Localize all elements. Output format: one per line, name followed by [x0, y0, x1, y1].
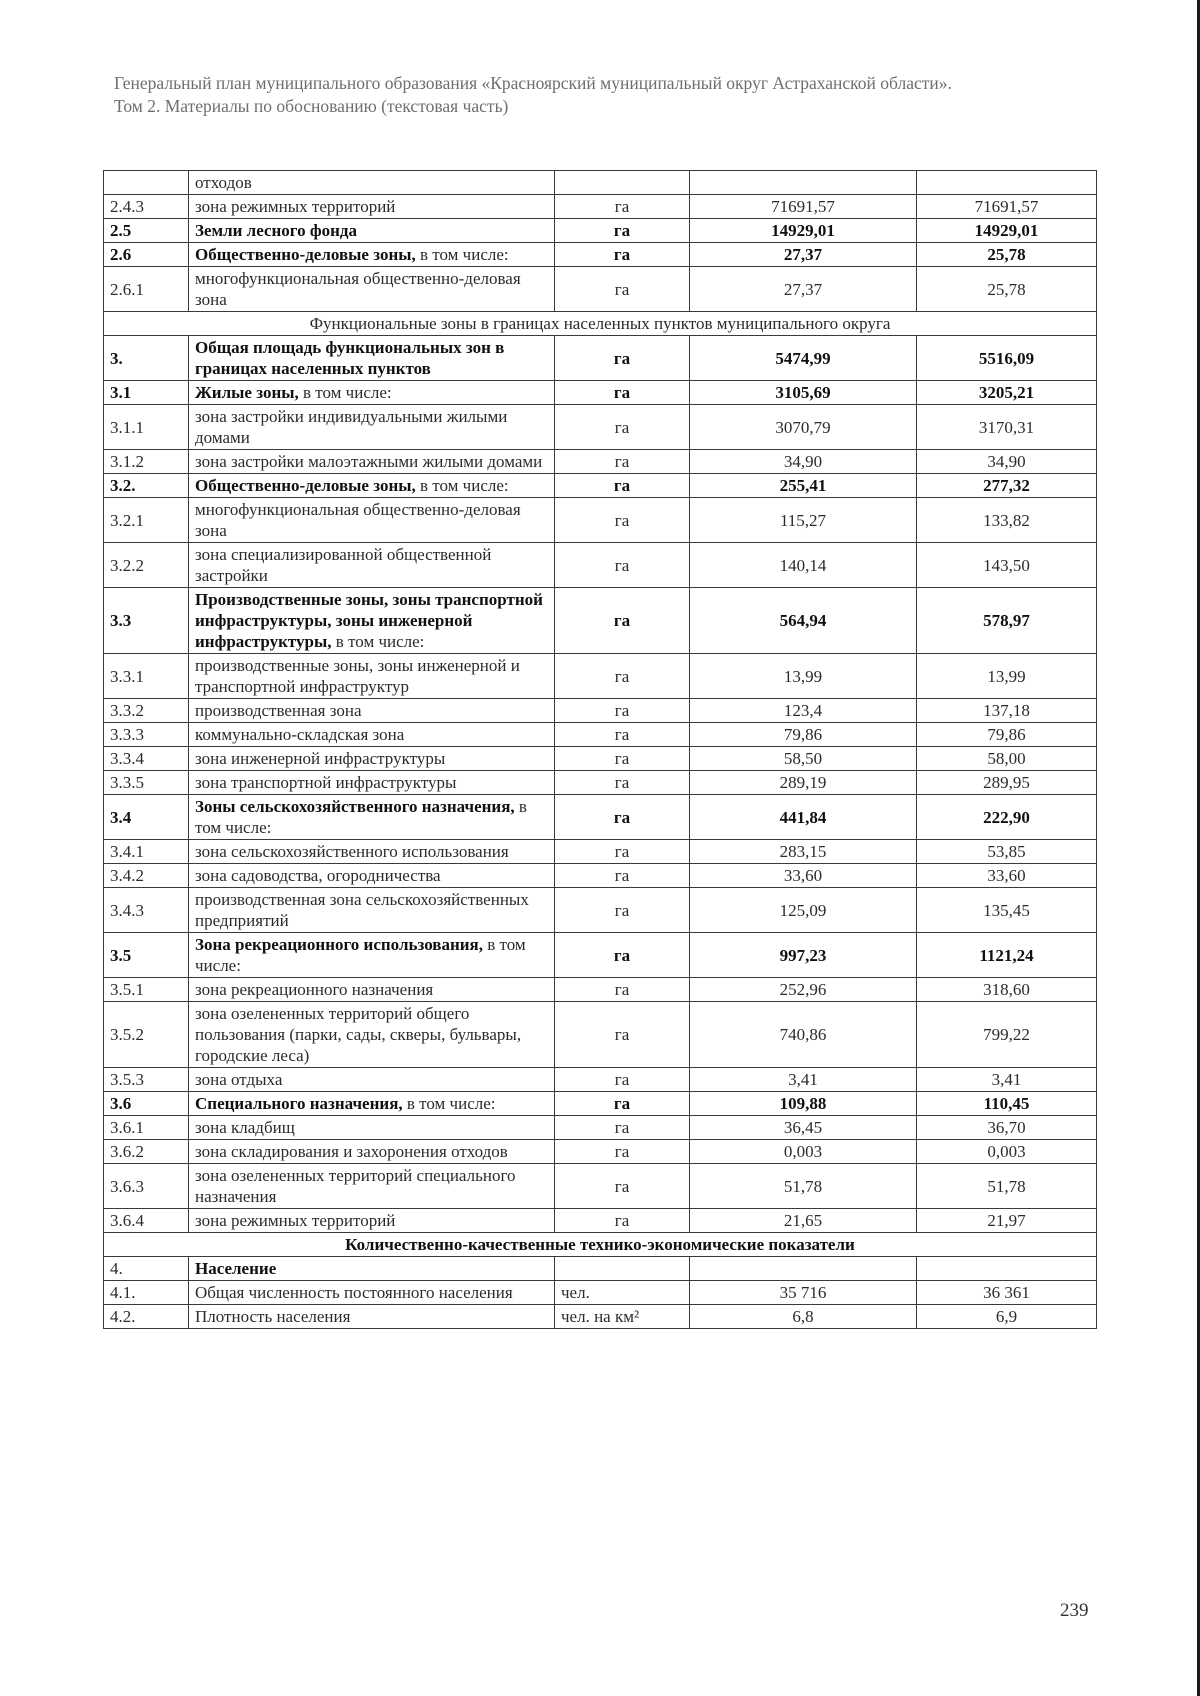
section-title: Функциональные зоны в границах населенных пунктов муниципального округа — [104, 312, 1097, 336]
cell-value-planned: 5516,09 — [917, 336, 1097, 381]
cell-value-current: 115,27 — [690, 498, 917, 543]
cell-name — [189, 771, 555, 795]
table-section-row — [104, 312, 1097, 336]
cell-code: 3.6.3 — [104, 1164, 189, 1209]
table-row — [104, 588, 1097, 654]
cell-code: 3.3.2 — [104, 699, 189, 723]
table-row — [104, 1257, 1097, 1281]
cell-name — [189, 588, 555, 654]
cell-value-current: 27,37 — [690, 243, 917, 267]
cell-name — [189, 1209, 555, 1233]
cell-name — [189, 699, 555, 723]
name-regular-part: в том числе: — [415, 245, 509, 264]
cell-value-planned: 21,97 — [917, 1209, 1097, 1233]
name-regular-part: зона садоводства, огородничества — [195, 866, 441, 885]
name-bold-part: Специального назначения, — [195, 1094, 403, 1113]
header-line-1: Генеральный план муниципального образования «Красноярский муниципальный округ Астраханской области». — [114, 73, 952, 93]
cell-unit: га — [555, 1092, 690, 1116]
cell-value-planned: 133,82 — [917, 498, 1097, 543]
cell-value-planned: 3170,31 — [917, 405, 1097, 450]
cell-value-planned: 3,41 — [917, 1068, 1097, 1092]
name-regular-part: в том числе: — [195, 935, 526, 975]
name-regular-part: в том числе: — [402, 1094, 496, 1113]
cell-unit: га — [555, 588, 690, 654]
name-regular-part: многофункциональная общественно-деловая зона — [195, 269, 521, 309]
cell-code: 3.1.1 — [104, 405, 189, 450]
cell-value-planned: 3205,21 — [917, 381, 1097, 405]
name-regular-part: Общая численность постоянного населения — [195, 1283, 513, 1302]
name-regular-part: зона инженерной инфраструктуры — [195, 749, 446, 768]
cell-value-current: 140,14 — [690, 543, 917, 588]
cell-name — [189, 864, 555, 888]
table-row — [104, 1140, 1097, 1164]
cell-value-current: 3,41 — [690, 1068, 917, 1092]
cell-code: 3.5.2 — [104, 1002, 189, 1068]
cell-name — [189, 747, 555, 771]
name-regular-part: зона застройки малоэтажными жилыми домами — [195, 452, 543, 471]
table-row — [104, 450, 1097, 474]
section-title: Количественно-качественные технико-экономические показатели — [104, 1233, 1097, 1257]
cell-value-planned: 25,78 — [917, 267, 1097, 312]
cell-code: 3.3.1 — [104, 654, 189, 699]
cell-unit: га — [555, 933, 690, 978]
cell-value-planned: 0,003 — [917, 1140, 1097, 1164]
cell-value-current: 34,90 — [690, 450, 917, 474]
cell-value-current: 51,78 — [690, 1164, 917, 1209]
cell-unit: га — [555, 978, 690, 1002]
cell-code: 3.4.3 — [104, 888, 189, 933]
cell-unit: чел. — [555, 1281, 690, 1305]
cell-code: 3.1 — [104, 381, 189, 405]
indicators-table — [103, 170, 1097, 1329]
table-row — [104, 747, 1097, 771]
cell-value-current: 997,23 — [690, 933, 917, 978]
cell-value-planned: 110,45 — [917, 1092, 1097, 1116]
document-header — [114, 72, 1114, 118]
table-row — [104, 1164, 1097, 1209]
table-row — [104, 771, 1097, 795]
cell-value-current: 13,99 — [690, 654, 917, 699]
cell-code: 4.2. — [104, 1305, 189, 1329]
cell-value-planned: 25,78 — [917, 243, 1097, 267]
table-row — [104, 336, 1097, 381]
cell-value-planned: 51,78 — [917, 1164, 1097, 1209]
cell-unit: га — [555, 771, 690, 795]
cell-value-current: 252,96 — [690, 978, 917, 1002]
name-bold-part: Общая площадь функциональных зон в границах населенных пунктов — [195, 338, 505, 378]
cell-unit: га — [555, 381, 690, 405]
cell-value-current: 441,84 — [690, 795, 917, 840]
cell-value-planned: 277,32 — [917, 474, 1097, 498]
table-row — [104, 699, 1097, 723]
table-row — [104, 267, 1097, 312]
table-row — [104, 243, 1097, 267]
name-regular-part: в том числе: — [195, 797, 527, 837]
cell-unit: га — [555, 888, 690, 933]
cell-unit: га — [555, 543, 690, 588]
cell-value-planned: 33,60 — [917, 864, 1097, 888]
cell-name — [189, 978, 555, 1002]
cell-name — [189, 795, 555, 840]
cell-unit: га — [555, 219, 690, 243]
name-regular-part: многофункциональная общественно-деловая зона — [195, 500, 521, 540]
cell-unit: га — [555, 267, 690, 312]
cell-name — [189, 888, 555, 933]
cell-value-current: 21,65 — [690, 1209, 917, 1233]
name-regular-part: Плотность населения — [195, 1307, 351, 1326]
cell-value-planned: 318,60 — [917, 978, 1097, 1002]
cell-unit: га — [555, 243, 690, 267]
cell-value-current: 3070,79 — [690, 405, 917, 450]
cell-value-planned — [917, 171, 1097, 195]
cell-value-planned: 137,18 — [917, 699, 1097, 723]
table-row — [104, 888, 1097, 933]
table-row — [104, 840, 1097, 864]
cell-code: 4. — [104, 1257, 189, 1281]
cell-code: 3.1.2 — [104, 450, 189, 474]
table-row — [104, 978, 1097, 1002]
cell-value-current: 14929,01 — [690, 219, 917, 243]
cell-name — [189, 171, 555, 195]
name-regular-part: зона транспортной инфраструктуры — [195, 773, 457, 792]
name-regular-part: зона режимных территорий — [195, 1211, 396, 1230]
cell-name — [189, 1281, 555, 1305]
cell-value-planned: 53,85 — [917, 840, 1097, 864]
cell-value-current: 35 716 — [690, 1281, 917, 1305]
name-regular-part: в том числе: — [331, 632, 425, 651]
name-bold-part: Производственные зоны, зоны транспортной инфраструктуры, зоны инженерной инфраструктуры, — [195, 590, 543, 651]
name-regular-part: в том числе: — [298, 383, 392, 402]
cell-code: 3.4 — [104, 795, 189, 840]
table-row — [104, 405, 1097, 450]
cell-name — [189, 1002, 555, 1068]
cell-value-current: 27,37 — [690, 267, 917, 312]
name-regular-part: зона озелененных территорий специального назначения — [195, 1166, 516, 1206]
cell-value-planned: 1121,24 — [917, 933, 1097, 978]
cell-value-planned: 58,00 — [917, 747, 1097, 771]
table-row — [104, 654, 1097, 699]
cell-value-current: 5474,99 — [690, 336, 917, 381]
table-row — [104, 1068, 1097, 1092]
cell-code: 2.4.3 — [104, 195, 189, 219]
table-row — [104, 1281, 1097, 1305]
name-regular-part: отходов — [195, 173, 252, 192]
cell-name — [189, 219, 555, 243]
name-regular-part: в том числе: — [415, 476, 509, 495]
cell-name — [189, 1257, 555, 1281]
cell-code: 3. — [104, 336, 189, 381]
cell-name — [189, 543, 555, 588]
cell-name — [189, 1092, 555, 1116]
table-row — [104, 795, 1097, 840]
cell-code: 3.4.2 — [104, 864, 189, 888]
name-regular-part: зона сельскохозяйственного использования — [195, 842, 509, 861]
cell-name — [189, 1068, 555, 1092]
cell-value-current: 79,86 — [690, 723, 917, 747]
cell-unit: чел. на км² — [555, 1305, 690, 1329]
table-row — [104, 171, 1097, 195]
cell-name — [189, 840, 555, 864]
table-row — [104, 498, 1097, 543]
cell-code: 3.3.3 — [104, 723, 189, 747]
table-row — [104, 543, 1097, 588]
cell-value-current: 6,8 — [690, 1305, 917, 1329]
cell-unit: га — [555, 336, 690, 381]
cell-name — [189, 336, 555, 381]
name-regular-part: зона озелененных территорий общего пользования (парки, сады, скверы, бульвары, городские леса) — [195, 1004, 522, 1065]
cell-name — [189, 1116, 555, 1140]
cell-name — [189, 195, 555, 219]
table-row — [104, 864, 1097, 888]
cell-unit: га — [555, 1068, 690, 1092]
cell-code: 3.3.5 — [104, 771, 189, 795]
name-regular-part: коммунально-складская зона — [195, 725, 405, 744]
cell-value-planned: 71691,57 — [917, 195, 1097, 219]
cell-value-current: 123,4 — [690, 699, 917, 723]
cell-unit: га — [555, 864, 690, 888]
cell-name — [189, 267, 555, 312]
name-regular-part: зона складирования и захоронения отходов — [195, 1142, 508, 1161]
table-row — [104, 723, 1097, 747]
cell-code: 3.6.2 — [104, 1140, 189, 1164]
name-bold-part: Зона рекреационного использования, — [195, 935, 484, 954]
name-regular-part: зона специализированной общественной застройки — [195, 545, 492, 585]
cell-value-current: 255,41 — [690, 474, 917, 498]
cell-code: 3.2.2 — [104, 543, 189, 588]
cell-value-current — [690, 1257, 917, 1281]
name-bold-part: Общественно-деловые зоны, — [195, 476, 416, 495]
cell-name — [189, 654, 555, 699]
cell-code: 3.5 — [104, 933, 189, 978]
cell-code: 3.2. — [104, 474, 189, 498]
cell-unit: га — [555, 747, 690, 771]
cell-value-planned: 34,90 — [917, 450, 1097, 474]
cell-unit: га — [555, 699, 690, 723]
table-row — [104, 219, 1097, 243]
cell-value-current: 33,60 — [690, 864, 917, 888]
cell-name — [189, 1140, 555, 1164]
cell-value-current: 71691,57 — [690, 195, 917, 219]
cell-unit: га — [555, 474, 690, 498]
cell-value-current: 740,86 — [690, 1002, 917, 1068]
cell-code — [104, 171, 189, 195]
cell-code: 3.5.1 — [104, 978, 189, 1002]
cell-unit: га — [555, 1002, 690, 1068]
cell-code: 2.6.1 — [104, 267, 189, 312]
name-bold-part: Земли лесного фонда — [195, 221, 358, 240]
cell-name — [189, 450, 555, 474]
cell-value-planned — [917, 1257, 1097, 1281]
cell-code: 3.3 — [104, 588, 189, 654]
cell-unit: га — [555, 1209, 690, 1233]
table-section-row — [104, 1233, 1097, 1257]
cell-code: 3.4.1 — [104, 840, 189, 864]
cell-name — [189, 474, 555, 498]
cell-name — [189, 243, 555, 267]
cell-unit: га — [555, 498, 690, 543]
cell-value-planned: 799,22 — [917, 1002, 1097, 1068]
cell-value-planned: 578,97 — [917, 588, 1097, 654]
cell-value-current — [690, 171, 917, 195]
name-regular-part: производственные зоны, зоны инженерной и транспортной инфраструктур — [195, 656, 520, 696]
cell-value-planned: 36 361 — [917, 1281, 1097, 1305]
cell-code: 3.2.1 — [104, 498, 189, 543]
cell-code: 3.6.4 — [104, 1209, 189, 1233]
cell-unit: га — [555, 1164, 690, 1209]
cell-value-planned: 222,90 — [917, 795, 1097, 840]
cell-code: 4.1. — [104, 1281, 189, 1305]
name-regular-part: зона застройки индивидуальными жилыми домами — [195, 407, 508, 447]
cell-unit: га — [555, 1140, 690, 1164]
cell-value-current: 3105,69 — [690, 381, 917, 405]
name-bold-part: Зоны сельскохозяйственного назначения, — [195, 797, 515, 816]
table-row — [104, 1002, 1097, 1068]
page-number: 239 — [1060, 1600, 1089, 1621]
table-row — [104, 933, 1097, 978]
cell-code: 2.6 — [104, 243, 189, 267]
cell-code: 3.5.3 — [104, 1068, 189, 1092]
cell-value-planned: 6,9 — [917, 1305, 1097, 1329]
cell-name — [189, 723, 555, 747]
cell-value-planned: 36,70 — [917, 1116, 1097, 1140]
table-row — [104, 381, 1097, 405]
name-regular-part: зона отдыха — [195, 1070, 283, 1089]
table-row — [104, 1209, 1097, 1233]
name-regular-part: зона рекреационного назначения — [195, 980, 434, 999]
cell-code: 3.6.1 — [104, 1116, 189, 1140]
name-regular-part: зона кладбищ — [195, 1118, 295, 1137]
cell-value-current: 289,19 — [690, 771, 917, 795]
cell-value-current: 0,003 — [690, 1140, 917, 1164]
cell-unit — [555, 1257, 690, 1281]
cell-value-current: 36,45 — [690, 1116, 917, 1140]
cell-name — [189, 933, 555, 978]
cell-unit: га — [555, 195, 690, 219]
cell-value-planned: 289,95 — [917, 771, 1097, 795]
table-row — [104, 1305, 1097, 1329]
cell-unit: га — [555, 405, 690, 450]
table-row — [104, 195, 1097, 219]
cell-name — [189, 381, 555, 405]
name-bold-part: Жилые зоны, — [195, 383, 299, 402]
name-bold-part: Общественно-деловые зоны, — [195, 245, 416, 264]
cell-code: 3.6 — [104, 1092, 189, 1116]
cell-name — [189, 405, 555, 450]
cell-value-current: 564,94 — [690, 588, 917, 654]
table-row — [104, 474, 1097, 498]
cell-value-current: 283,15 — [690, 840, 917, 864]
cell-value-planned: 143,50 — [917, 543, 1097, 588]
header-line-2: Том 2. Материалы по обоснованию (текстовая часть) — [114, 96, 509, 116]
cell-name — [189, 1305, 555, 1329]
cell-value-planned: 13,99 — [917, 654, 1097, 699]
cell-value-current: 109,88 — [690, 1092, 917, 1116]
name-bold-part: Население — [195, 1259, 277, 1278]
name-regular-part: производственная зона сельскохозяйственных предприятий — [195, 890, 529, 930]
table-row — [104, 1116, 1097, 1140]
cell-unit: га — [555, 795, 690, 840]
cell-name — [189, 498, 555, 543]
cell-unit: га — [555, 1116, 690, 1140]
name-regular-part: производственная зона — [195, 701, 362, 720]
cell-code: 3.3.4 — [104, 747, 189, 771]
cell-unit — [555, 171, 690, 195]
name-regular-part: зона режимных территорий — [195, 197, 396, 216]
cell-value-current: 125,09 — [690, 888, 917, 933]
cell-name — [189, 1164, 555, 1209]
cell-value-current: 58,50 — [690, 747, 917, 771]
cell-unit: га — [555, 840, 690, 864]
cell-unit: га — [555, 723, 690, 747]
cell-code: 2.5 — [104, 219, 189, 243]
cell-value-planned: 135,45 — [917, 888, 1097, 933]
cell-value-planned: 79,86 — [917, 723, 1097, 747]
cell-unit: га — [555, 450, 690, 474]
cell-value-planned: 14929,01 — [917, 219, 1097, 243]
table-row — [104, 1092, 1097, 1116]
cell-unit: га — [555, 654, 690, 699]
